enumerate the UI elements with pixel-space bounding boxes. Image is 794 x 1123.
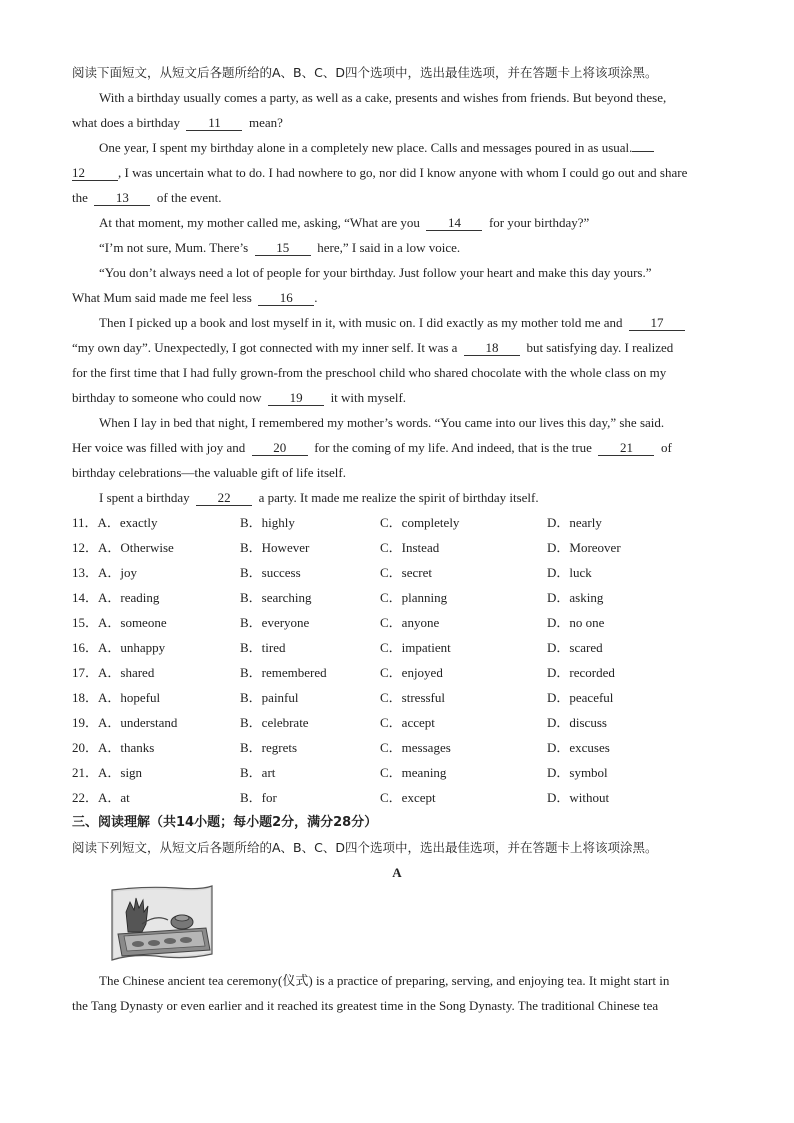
option-c: C．enjoyed <box>380 665 443 680</box>
question-row <box>72 764 722 782</box>
blank-21: 21 <box>598 440 654 456</box>
question-row <box>72 714 722 732</box>
passage-text: , I was uncertain what to do. I had nowhere to go, nor did I know anyone with whom I could go out and share <box>118 165 688 180</box>
blank-16: 16 <box>258 290 314 306</box>
option-c: C．impatient <box>380 640 451 655</box>
blank-18: 18 <box>464 340 520 356</box>
part-label: A <box>392 865 402 880</box>
question-row <box>72 564 722 582</box>
passage-text: “I’m not sure, Mum. There’s <box>99 240 249 255</box>
question-row <box>72 614 722 632</box>
passage-text: Her voice was filled with joy and <box>72 440 246 455</box>
passage-line <box>99 414 749 432</box>
passage-line <box>72 464 722 482</box>
option-c: C．secret <box>380 565 432 580</box>
passage-line <box>72 389 722 407</box>
passage-text: of <box>660 440 672 455</box>
option-d: D．luck <box>547 565 592 580</box>
passage-line <box>99 239 749 257</box>
option-d: D．asking <box>547 590 604 605</box>
blank-17: 17 <box>629 315 685 331</box>
passage-text: At that moment, my mother called me, asking, “What are you <box>99 215 420 230</box>
passage-line <box>99 139 749 157</box>
cloze-instructions: 阅读下面短文，从短文后各题所给的A、B、C、D四个选项中，选出最佳选项，并在答题卡上将该项涂黑。 <box>72 65 658 80</box>
option-b: B．for <box>240 790 277 805</box>
reading-text-line <box>72 997 722 1015</box>
passage-line <box>99 214 749 232</box>
option-d: D．symbol <box>547 765 608 780</box>
option-b: B．painful <box>240 690 299 705</box>
question-row <box>72 664 722 682</box>
option-c: C．Instead <box>380 540 440 555</box>
passage-text: for the coming of my life. And indeed, that is the true <box>314 440 592 455</box>
option-c: C．stressful <box>380 690 446 705</box>
passage-text: here,” I said in a low voice. <box>317 240 461 255</box>
option-a: 14．A．reading <box>72 590 160 605</box>
option-d: D．Moreover <box>547 540 621 555</box>
passage-line <box>72 114 722 132</box>
option-c: C．messages <box>380 740 451 755</box>
blank-12-start <box>632 151 654 152</box>
option-a: 13．A．joy <box>72 565 138 580</box>
passage-text: for your birthday?” <box>488 215 590 230</box>
option-a: 21．A．sign <box>72 765 143 780</box>
reading-text-line <box>99 972 749 990</box>
passage-line <box>99 89 749 107</box>
reading-text: the Tang Dynasty or even earlier and it reached its greatest time in the Song Dynasty. The traditional Chinese tea <box>72 998 659 1013</box>
question-row <box>72 789 722 807</box>
blank-13: 13 <box>94 190 150 206</box>
option-a: 22．A．at <box>72 790 130 805</box>
blank-14: 14 <box>426 215 482 231</box>
option-d: D．scared <box>547 640 603 655</box>
option-b: B．highly <box>240 515 295 530</box>
passage-text: “You don’t always need a lot of people for your birthday. Just follow your heart and make this day yours.” <box>99 265 652 280</box>
option-b: B．tired <box>240 640 286 655</box>
passage-text: a party. It made me realize the spirit of birthday itself. <box>258 490 539 505</box>
passage-text: of the event. <box>156 190 222 205</box>
passage-text: One year, I spent my birthday alone in a completely new place. Calls and messages poured in as usual. <box>99 140 633 155</box>
section-heading: 三、阅读理解（共14小题；每小题2分，满分28分） <box>72 815 378 830</box>
option-a: 11．A．exactly <box>72 515 158 530</box>
option-a: 19．A．understand <box>72 715 178 730</box>
blank-22: 22 <box>196 490 252 506</box>
blank-15: 15 <box>255 240 311 256</box>
passage-line <box>72 339 722 357</box>
option-a: 12．A．Otherwise <box>72 540 174 555</box>
passage-line <box>72 189 722 207</box>
option-a: 16．A．unhappy <box>72 640 166 655</box>
option-b: B．success <box>240 565 301 580</box>
question-row <box>72 514 722 532</box>
option-c: C．accept <box>380 715 435 730</box>
blank-19: 19 <box>268 390 324 406</box>
passage-text: birthday celebrations—the valuable gift of life itself. <box>72 465 346 480</box>
option-b: B．art <box>240 765 276 780</box>
passage-line <box>72 289 722 307</box>
passage-text: . <box>314 290 318 305</box>
question-row <box>72 639 722 657</box>
tea-ceremony-image <box>106 884 218 964</box>
option-a: 17．A．shared <box>72 665 155 680</box>
option-b: B．celebrate <box>240 715 309 730</box>
passage-line <box>72 439 722 457</box>
passage-text: birthday to someone who could now <box>72 390 262 405</box>
option-a: 20．A．thanks <box>72 740 155 755</box>
passage-text: mean? <box>248 115 283 130</box>
option-b: B．However <box>240 540 310 555</box>
passage-text: for the first time that I had fully grown-from the preschool child who shared chocolate with the whole class on my <box>72 365 667 380</box>
option-c: C．planning <box>380 590 448 605</box>
blank-11: 11 <box>186 115 242 131</box>
question-row <box>72 739 722 757</box>
reading-text: The Chinese ancient tea ceremony(仪式) is a practice of preparing, serving, and enjoying tea. It might start in <box>99 973 670 988</box>
question-row <box>72 539 722 557</box>
option-d: D．excuses <box>547 740 610 755</box>
option-b: B．regrets <box>240 740 298 755</box>
reading-instructions: 阅读下列短文，从短文后各题所给的A、B、C、D四个选项中，选出最佳选项，并在答题卡上将该项涂黑。 <box>72 840 658 855</box>
option-b: B．searching <box>240 590 312 605</box>
passage-text: it with myself. <box>330 390 407 405</box>
option-c: C．except <box>380 790 436 805</box>
passage-text: “my own day”. Unexpectedly, I got connected with my inner self. It was a <box>72 340 458 355</box>
option-d: D．discuss <box>547 715 607 730</box>
passage-line <box>99 314 749 332</box>
passage-line <box>99 264 749 282</box>
option-d: D．peaceful <box>547 690 614 705</box>
passage-text: but satisfying day. I realized <box>526 340 674 355</box>
option-d: D．nearly <box>547 515 602 530</box>
passage-line <box>99 489 749 507</box>
passage-text: What Mum said made me feel less <box>72 290 252 305</box>
passage-text: I spent a birthday <box>99 490 190 505</box>
option-c: C．completely <box>380 515 460 530</box>
passage-line <box>72 164 722 182</box>
option-b: B．everyone <box>240 615 310 630</box>
passage-text: With a birthday usually comes a party, as well as a cake, presents and wishes from friends. But beyond these, <box>99 90 667 105</box>
question-row <box>72 689 722 707</box>
option-c: C．anyone <box>380 615 440 630</box>
option-b: B．remembered <box>240 665 327 680</box>
option-d: D．without <box>547 790 610 805</box>
passage-line <box>72 364 722 382</box>
passage-text: Then I picked up a book and lost myself in it, with music on. I did exactly as my mother told me and <box>99 315 623 330</box>
option-d: D．recorded <box>547 665 615 680</box>
question-row <box>72 589 722 607</box>
passage-text: the <box>72 190 88 205</box>
blank-20: 20 <box>252 440 308 456</box>
option-a: 15．A．someone <box>72 615 167 630</box>
option-a: 18．A．hopeful <box>72 690 161 705</box>
option-d: D．no one <box>547 615 605 630</box>
blank-12: 12 <box>72 165 118 181</box>
passage-text: When I lay in bed that night, I remembered my mother’s words. “You came into our lives this day,” she said. <box>99 415 665 430</box>
passage-text: what does a birthday <box>72 115 180 130</box>
option-c: C．meaning <box>380 765 447 780</box>
